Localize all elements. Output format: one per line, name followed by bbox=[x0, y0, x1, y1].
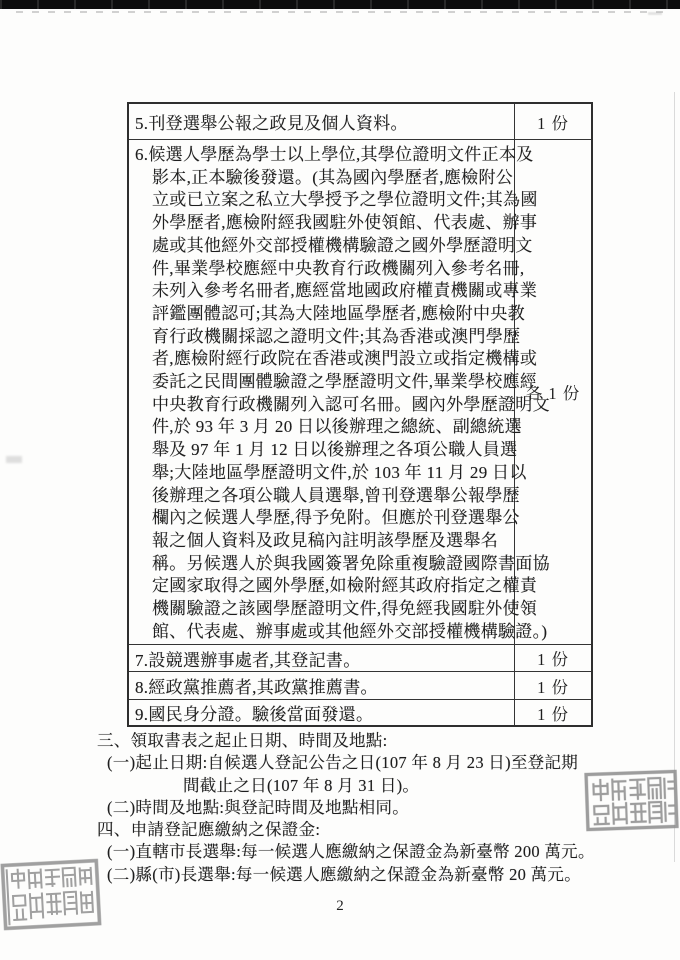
item-text-line: 欄內之候選人學歷,得予免附。但應於刊登選舉公 bbox=[152, 508, 520, 528]
table-row bbox=[129, 139, 591, 644]
item-text-line: 者,應檢附經行政院在香港或澳門設立或指定機構或 bbox=[152, 349, 538, 369]
table-row bbox=[129, 644, 591, 671]
official-seal-stamp-icon bbox=[0, 857, 103, 932]
official-seal-stamp-icon bbox=[584, 769, 679, 831]
item-text-line: 未列入參考名冊者,應經當地國政府權責機關或專業 bbox=[152, 281, 538, 301]
scan-line-artifact bbox=[674, 92, 675, 862]
scan-speck bbox=[6, 456, 22, 463]
item-text-line: 影本,正本驗後發還。(其為國內學歷者,應檢附公 bbox=[152, 167, 514, 187]
quantity-cell: 1 份 bbox=[537, 677, 569, 697]
item-text-cell bbox=[129, 672, 515, 699]
item-text-line: 外學歷者,應檢附經我國駐外使領館、代表處、辦事 bbox=[152, 213, 538, 233]
quantity-cell: 1 份 bbox=[537, 113, 569, 133]
scan-dash-artifact bbox=[16, 11, 664, 13]
item-text-line: 舉及 97 年 1 月 12 日以後辦理之各項公職人員選 bbox=[152, 440, 518, 460]
item-text-cell bbox=[129, 700, 515, 725]
section-line: (一)直轄市長選舉:每一候選人應繳納之保證金為新臺幣 200 萬元。 bbox=[107, 842, 595, 862]
item-text-line: 9.國民身分證。驗後當面發還。 bbox=[135, 705, 374, 724]
item-text-line: 稱。另候選人於與我國簽署免除重複驗證國際書面協 bbox=[152, 553, 550, 573]
scan-edge-artifact bbox=[0, 0, 680, 9]
item-text-line: 後辦理之各項公職人員選舉,曾刊登選舉公報學歷 bbox=[152, 485, 520, 505]
section-line: 三、領取書表之起止日期、時間及地點: bbox=[97, 731, 388, 750]
item-text-line: 7.設競選辦事處者,其登記書。 bbox=[135, 650, 361, 670]
item-text-line: 評鑑團體認可;其為大陸地區學歷者,應檢附中央教 bbox=[152, 303, 525, 323]
item-text-line: 處或其他經外交部授權機構驗證之國外學歷證明文 bbox=[152, 235, 533, 255]
item-text-line: 機關驗證之該國學歷證明文件,得免經我國駐外使領 bbox=[152, 599, 538, 619]
section-list bbox=[97, 730, 613, 886]
section-line: (二)時間及地點:與登記時間及地點相同。 bbox=[107, 797, 410, 817]
item-text-line: 件,於 93 年 3 月 20 日以後辦理之總統、副總統選 bbox=[152, 417, 522, 437]
item-text-line: 8.經政黨推薦者,其政黨推薦書。 bbox=[135, 678, 378, 697]
item-text-line: 立或已立案之私立大學授予之學位證明文件;其為國 bbox=[152, 190, 538, 210]
quantity-cell: 1 份 bbox=[537, 650, 569, 669]
item-text-line: 定國家取得之國外學歷,如檢附經其政府指定之權責 bbox=[152, 576, 538, 596]
table-row bbox=[129, 699, 591, 725]
table-row bbox=[129, 671, 591, 699]
item-text-line: 委託之民間團體驗證之學歷證明文件,畢業學校應經 bbox=[152, 372, 538, 392]
item-text-line: 館、代表處、辦事處或其他經外交部授權機構驗證。) bbox=[152, 621, 548, 641]
document-table bbox=[127, 102, 593, 727]
item-text-cell bbox=[129, 104, 515, 139]
item-text-line: 舉;大陸地區學歷證明文件,於 103 年 11 月 29 日以 bbox=[152, 462, 527, 482]
item-text-line: 育行政機關採認之證明文件;其為香港或澳門學歷 bbox=[152, 326, 521, 346]
item-text-cell bbox=[129, 645, 515, 671]
scan-speck bbox=[648, 12, 662, 15]
section-line: (二)縣(市)長選舉:每一候選人應繳納之保證金為新臺幣 20 萬元。 bbox=[107, 864, 582, 884]
item-text-line: 中央教育行政機關列入認可名冊。國內外學歷證明文 bbox=[152, 394, 550, 414]
quantity-cell: 1 份 bbox=[537, 704, 569, 724]
table-row bbox=[129, 104, 591, 139]
item-text-line: 件,畢業學校應經中央教育行政機關列入參考名冊, bbox=[152, 258, 525, 278]
item-text-cell bbox=[129, 140, 550, 644]
item-text-line: 6.候選人學歷為學士以上學位,其學位證明文件正本及 bbox=[135, 145, 534, 164]
section-line: 間截止之日(107 年 8 月 31 日)。 bbox=[183, 775, 420, 795]
item-text-line: 5.刊登選舉公報之政見及個人資料。 bbox=[135, 114, 408, 133]
page-number: 2 bbox=[336, 898, 344, 914]
section-line: (一)起止日期:自候選人登記公告之日(107 年 8 月 23 日)至登記期 bbox=[107, 753, 579, 773]
item-text-line: 報之個人資料及政見稿內註明該學歷及選舉名 bbox=[152, 530, 498, 550]
section-line: 四、申請登記應繳納之保證金: bbox=[97, 820, 321, 840]
quantity-cell: 各 1 份 bbox=[525, 384, 581, 403]
